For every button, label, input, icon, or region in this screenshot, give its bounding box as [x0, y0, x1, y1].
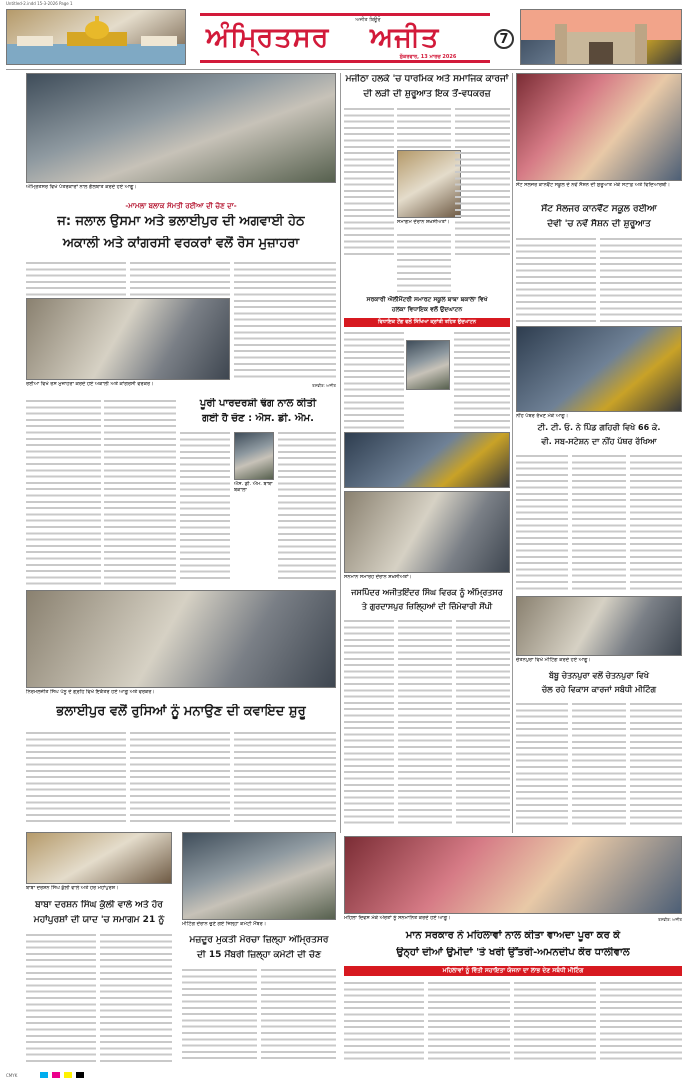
mazdoor-meeting-photo — [182, 832, 336, 920]
jagjit-body-col3 — [456, 618, 510, 828]
print-color-strip — [6, 1070, 682, 1080]
gurudwara-red-kicker: ਵਿਧਾਇਕ ਟੌਂਗ ਵਲੋਂ ਸਿੱਖਿਆ ਕ੍ਰਾਂਤੀ ਤਹਿਤ ਉਦਘਾਟਨ — [344, 318, 510, 327]
protest-rally-photo — [26, 298, 230, 380]
bhalaipur-headline: ਭਲਾਈਪੁਰ ਵਲੋਂ ਰੁਸਿਆਂ ਨੂੰ ਮਨਾਉਣ ਦੀ ਕਵਾਇਦ ਸ਼ੁਰੂ — [56, 704, 306, 719]
school-body-col2 — [600, 236, 682, 322]
women-body-col3 — [514, 980, 596, 1062]
column-divider — [340, 73, 341, 833]
baba-headline-1: ਬਾਬਾ ਦਰਸ਼ਨ ਸਿੰਘ ਕੁੱਲੀ ਵਾਲੇ ਅਤੇ ਹੋਰ — [35, 900, 163, 910]
protest-credit: ਤਸਵੀਰ: ਅਜੀਤ — [312, 383, 336, 388]
women-red-bar: ਮਹਿਲਾਵਾਂ ਨੂੰ ਵਿੱਤੀ ਸਹਾਇਤਾ ਯੋਜਨਾ ਦਾ ਲਾਭ ਦੇਣ ਸਬੰਧੀ ਮੀਟਿੰਗ — [344, 966, 682, 976]
election-headline-1: ਪੂਰੀ ਪਾਰਦਰਸ਼ੀ ਢੰਗ ਨਾਲ ਕੀਤੀ — [199, 398, 317, 409]
meeting-photo-caption: ਚੇਤਨਪੁਰਾ ਵਿਖੇ ਮੀਟਿੰਗ ਕਰਦੇ ਹੋਏ ਆਗੂ। — [516, 657, 591, 663]
baba-portraits-photo — [26, 832, 172, 884]
meeting-headline-2: ਚੱਲ ਰਹੇ ਵਿਕਾਸ ਕਾਰਜਾਂ ਸਬੰਧੀ ਮੀਟਿੰਗ — [541, 685, 657, 694]
baba-body-col1 — [26, 932, 96, 1062]
protest-body-col1 — [26, 260, 126, 296]
protest-photo-caption: ਅੰਮ੍ਰਿਤਸਰ ਵਿਖੇ ਪੱਤਰਕਾਰਾਂ ਨਾਲ ਗੱਲਬਾਤ ਕਰਦੇ ਹੋਏ ਆਗੂ। — [26, 184, 137, 190]
golden-temple-banner — [6, 9, 186, 65]
mazdoor-headline-2: ਦੀ 15 ਮੈਂਬਰੀ ਜ਼ਿਲ੍ਹਾ ਕਮੇਟੀ ਦੀ ਚੋਣ — [197, 950, 321, 960]
majitha-body-col3 — [455, 106, 510, 256]
women-day-photo — [344, 836, 682, 914]
title-amritsar: ਅੰਮ੍ਰਿਤਸਰ — [206, 22, 330, 53]
protest-body-col2 — [130, 260, 230, 296]
print-slug-top: Untitled-2.indd 15-3-2026 Page 1 — [6, 1, 73, 6]
jagjit-body-col2 — [398, 618, 452, 828]
mazdoor-photo-caption: ਮੀਟਿੰਗ ਦੌਰਾਨ ਚੁਣੇ ਗਏ ਜ਼ਿਲ੍ਹਾ ਕਮੇਟੀ ਮੈਂਬਰ। — [182, 921, 267, 927]
protest-press-photo — [26, 73, 336, 183]
title-frame — [200, 13, 490, 63]
gurudwara-body-col2 — [454, 330, 510, 430]
page-number: 7 — [494, 29, 514, 49]
majitha-body-col2 — [397, 106, 451, 148]
election-headline-2: ਗਈ ਹੈ ਚੋਣ : ਐਸ. ਡੀ. ਐਮ. — [202, 413, 314, 424]
protest-body-col3 — [234, 260, 336, 380]
tto-body-col3 — [630, 453, 682, 593]
chetanpura-meeting-photo — [516, 596, 682, 656]
jagjit-honour-photo — [344, 491, 510, 573]
majitha-photo-caption: ਸਮਾਗਮ ਦੌਰਾਨ ਸ਼ਖ਼ਸੀਅਤਾਂ। — [397, 219, 450, 225]
women-credit: ਤਸਵੀਰ: ਅਜੀਤ — [658, 917, 682, 922]
tagline: ਅਜੀਤ ਬਿਊਰੋ — [355, 17, 381, 23]
baba-photo-caption: ਬਾਬਾ ਦਰਸ਼ਨ ਸਿੰਘ ਕੁੱਲੀ ਵਾਲੇ ਅਤੇ ਹੋਰ ਮਹਾਂਪੁਰਸ਼। — [26, 885, 119, 891]
women-photo-caption: ਮਹਿਲਾ ਦਿਵਸ ਮੌਕੇ ਔਰਤਾਂ ਨੂੰ ਸਨਮਾਨਿਤ ਕਰਦੇ ਹੋਏ ਆਗੂ। — [344, 915, 451, 921]
jagjit-body-col1 — [344, 618, 394, 828]
black-swatch — [76, 1072, 84, 1078]
bhalaipur-body-col2 — [130, 730, 230, 826]
protest-body-col5 — [104, 398, 176, 588]
protest-body-col4 — [26, 398, 101, 588]
bhalaipur-body-col1 — [26, 730, 126, 826]
tto-body-col2 — [572, 453, 626, 593]
column-divider-2 — [512, 73, 513, 833]
masthead — [0, 9, 687, 67]
mazdoor-headline-1: ਮਜ਼ਦੂਰ ਮੁਕਤੀ ਮੋਰਚਾ ਜ਼ਿਲ੍ਹਾ ਅੰਮ੍ਰਿਤਸਰ — [189, 935, 329, 945]
golden-temple-icon — [7, 10, 186, 65]
tto-headline-2: ਵੀ. ਸਬ-ਸਟੇਸ਼ਨ ਦਾ ਨੀਂਹ ਪੱਥਰ ਰੱਖਿਆ — [541, 437, 657, 446]
bhalaipur-photo-caption: ਨਿਰਮਲਜੀਤ ਸਿੰਘ ਪੰਨੂ ਦੇ ਗ੍ਰਹਿ ਵਿਖੇ ਇਕੱਤਰ ਹੋਏ ਆਗੂ ਅਤੇ ਵਰਕਰ। — [26, 689, 155, 695]
school-photo-caption: ਸੇਂਟ ਸੋਲਜਰ ਕਾਨਵੈਂਟ ਸਕੂਲ ਦੇ ਨਵੇਂ ਸੈਸ਼ਨ ਦੀ ਸ਼ੁਰੂਆਤ ਮੌਕੇ ਸਟਾਫ਼ ਅਤੇ ਵਿਦਿਆਰਥੀ। — [516, 182, 671, 188]
women-headline-1: ਮਾਨ ਸਰਕਾਰ ਨੇ ਮਹਿਲਾਵਾਂ ਨਾਲ ਕੀਤਾ ਵਾਅਦਾ ਪੂਰਾ ਕਰ ਕੇ — [405, 930, 621, 941]
yellow-swatch — [64, 1072, 72, 1078]
election-body-col2 — [278, 430, 336, 580]
women-body-col1 — [344, 980, 424, 1062]
gurudwara-headline-1: ਸਰਕਾਰੀ ਐਲੀਮੈਂਟਰੀ ਸਮਾਰਟ ਸਕੂਲ ਬਾਬਾ ਬਕਾਲਾ ਵਿਖੇ — [366, 296, 488, 303]
issue-date: ਸ਼ੁੱਕਰਵਾਰ, 13 ਮਾਰਚ 2026 — [399, 54, 457, 60]
tto-foundation-photo — [516, 326, 682, 412]
meeting-body-col3 — [630, 701, 682, 829]
school-headline-2: ਦੇਵੀ 'ਚ ਨਵੇਂ ਸੈਸ਼ਨ ਦੀ ਸ਼ੁਰੂਆਤ — [547, 219, 651, 229]
protest-headline-1: ਜ: ਜਲਾਲ ਉਸਮਾ ਅਤੇ ਭਲਾਈਪੁਰ ਦੀ ਅਗਵਾਈ ਹੇਠ — [57, 214, 305, 229]
school-headline-1: ਸੇਂਟ ਸੋਲਜਰ ਕਾਨਵੈਂਟ ਸਕੂਲ ਰਈਆ — [541, 204, 657, 214]
bhalaipur-body-col3 — [234, 730, 336, 826]
city-gate-icon — [521, 10, 682, 65]
women-headline-2: ਉਨ੍ਹਾਂ ਦੀਆਂ ਉਮੀਦਾਂ 'ਤੇ ਖਰੀ ਉੱਤਰੀ-ਅਮਨਦੀਪ ਕੌਰ ਧਾਲੀਵਾਲ — [396, 947, 630, 958]
protest-rally-caption: ਰਈਆ ਵਿਖੇ ਰੋਸ ਮੁਜ਼ਾਹਰਾ ਕਰਦੇ ਹੋਏ ਅਕਾਲੀ ਅਤੇ ਕਾਂਗਰਸੀ ਵਰਕਰ। — [26, 381, 154, 387]
meeting-body-col1 — [516, 701, 568, 829]
magenta-swatch — [52, 1072, 60, 1078]
mla-portrait — [406, 340, 450, 390]
protest-headline-2: ਅਕਾਲੀ ਅਤੇ ਕਾਂਗਰਸੀ ਵਰਕਰਾਂ ਵਲੋਂ ਰੋਸ ਮੁਜ਼ਾਹਰਾ — [62, 236, 300, 251]
meeting-body-col2 — [572, 701, 626, 829]
print-slug-bottom: CMYK — [6, 1072, 18, 1078]
meeting-headline-1: ਬੱਬੂ ਚੇਤਨਪੁਰਾ ਵਲੋਂ ਚੇਤਨਪੁਰਾ ਵਿਖੇ — [548, 671, 650, 680]
women-body-col4 — [600, 980, 682, 1062]
women-body-col2 — [428, 980, 510, 1062]
baba-headline-2: ਮਹਾਂਪੁਰਸ਼ਾਂ ਦੀ ਯਾਦ 'ਚ ਸਮਾਗਮ 21 ਨੂੰ — [33, 915, 165, 925]
gurudwara-headline-2: ਹਲਕਾ ਵਿਧਾਇਕ ਵਲੋਂ ਉਦਘਾਟਨ — [391, 306, 463, 313]
gurudwara-body-col1 — [344, 330, 404, 430]
mazdoor-body-col1 — [182, 967, 257, 1062]
sdm-caption: ਐਸ. ਡੀ. ਐਮ. ਬਾਬਾ ਬਕਾਲਾ — [234, 481, 273, 493]
majitha-portraits-photo — [397, 150, 461, 218]
election-body-col1 — [180, 430, 230, 580]
tto-body-col1 — [516, 453, 568, 593]
cyan-swatch — [40, 1072, 48, 1078]
tto-headline-1: ਟੀ. ਟੀ. ਓ. ਨੇ ਪਿੰਡ ਗਹਿਰੀ ਵਿਖੇ 66 ਕੇ. — [537, 423, 661, 432]
school-body-col1 — [516, 236, 596, 322]
jagjit-headline-2: ਤੇ ਗੁਰਦਾਸਪੁਰ ਜ਼ਿਲ੍ਹਿਆਂ ਦੀ ਜ਼ਿੰਮੇਵਾਰੀ ਸੌਂਪੀ — [361, 602, 493, 611]
protest-kicker: -ਮਾਮਲਾ ਬਲਾਕ ਸੰਮਤੀ ਰਈਆ ਦੀ ਚੋਣ ਦਾ- — [125, 202, 237, 210]
majitha-body-col4 — [397, 232, 451, 292]
city-gate-banner — [520, 9, 682, 65]
sdm-portrait — [234, 432, 274, 480]
jagjit-headline-1: ਜਸਪਿੰਦਰ ਅਜੀਤਇੰਦਰ ਸਿੰਘ ਵਿਰਕ ਨੂੰ ਅੰਮ੍ਰਿਤਸਰ — [351, 588, 503, 597]
masthead-rule — [6, 69, 682, 70]
majitha-headline-1: ਮਜੀਠਾ ਹਲਕੇ 'ਚ ਧਾਰਮਿਕ ਅਤੇ ਸਮਾਜਿਕ ਕਾਰਜਾਂ — [345, 74, 509, 84]
jagjit-photo-caption: ਸਨਮਾਨ ਸਮਾਰੋਹ ਦੌਰਾਨ ਸ਼ਖ਼ਸੀਅਤਾਂ। — [344, 574, 412, 580]
baba-body-col2 — [100, 932, 172, 1062]
school-staff-photo — [516, 73, 682, 181]
inauguration-photo — [344, 432, 510, 488]
mazdoor-body-col2 — [261, 967, 336, 1062]
bhalaipur-group-photo — [26, 590, 336, 688]
majitha-headline-2: ਦੀ ਲੜੀ ਦੀ ਸ਼ੁਰੂਆਤ ਇਕ ਤੋਂ-ਵਧਕਰਜ਼ — [363, 89, 491, 99]
majitha-body-col1 — [344, 106, 394, 256]
title-ajit: ਅਜੀਤ — [370, 22, 440, 53]
tto-photo-caption: ਨੀਂਹ ਪੱਥਰ ਰੱਖਣ ਮੌਕੇ ਆਗੂ। — [516, 413, 569, 419]
